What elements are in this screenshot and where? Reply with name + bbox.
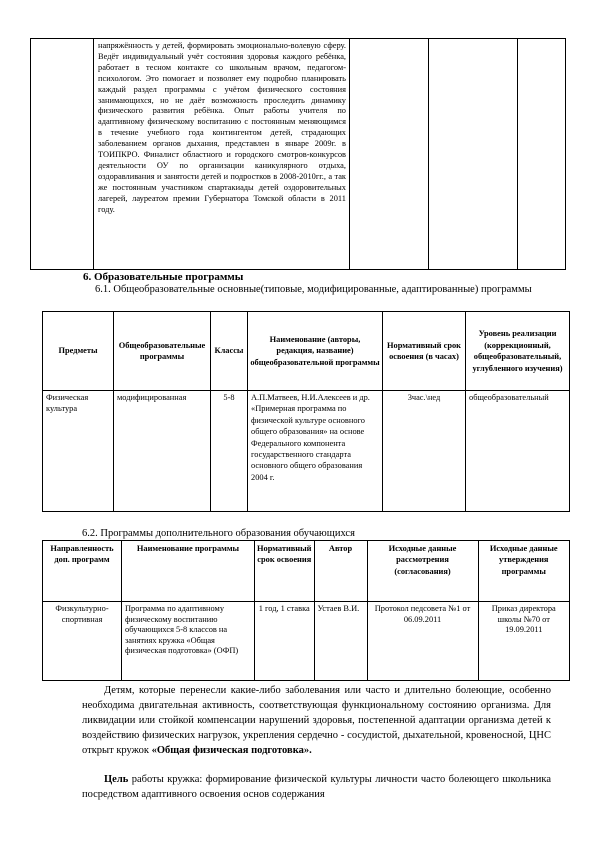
- subsection-6-2: 6.2. Программы дополнительного образования обучающихся: [82, 528, 355, 539]
- body-paragraph-2: [82, 772, 551, 802]
- empty-cell: [350, 39, 429, 270]
- col-header: Предметы: [43, 312, 114, 391]
- general-programs-table: [42, 311, 570, 512]
- cell-program-name: А.П.Матвеев, Н.И.Алексеев и др. «Примерная программа по физической культуре основного общего образования» на основе Федерального компонента государственного стандарта основного общего образования 2004 г.: [248, 391, 383, 512]
- col-header: Наименование программы: [122, 541, 255, 602]
- table-row: [31, 39, 566, 270]
- teacher-description: напряжённость у детей, формировать эмоционально-волевую сферу. Ведёт индивидуальный учёт состояния здоровья каждого ребёнка, работает в тесном контакте со школьным врачом, педагогом-психологом. Это помогает и позволяет ему подробно планировать каждый раздел программы с учётом физического состояния занимающихся, но не даёт возможность проследить динамику физического развития ребёнка. Опыт работы учителя по адаптивному физическому воспитанию с постоянным меняющимся в течение учебного года контингентом детей, страдающих заболеванием органов дыхания, представлен в январе 2009г. в ТОИПКРО. Финалист областного и городского смотров-конкурсов деятельности ОУ по организации каникулярного отдыха, оздоравливания и занятости детей и подростков в 2008-2010гг., а так же постоянным участником спартакиады детей оздоровительных лагерей, лауреатом премии Губернатора Томской области в 2011 году.: [94, 39, 350, 270]
- table-row: [43, 602, 570, 681]
- cell-program-name: Программа по адаптивному физическому воспитанию обучающихся 5-8 классов на занятиях кружка «Общая физическая подготовка» (ОФП): [122, 602, 255, 681]
- cell-review-data: Протокол педсовета №1 от 06.09.2011: [367, 602, 478, 681]
- subsection-6-1: 6.1. Общеобразовательные основные(типовые, модифицированные, адаптированные) программы: [95, 284, 532, 295]
- col-header: Уровень реализации (коррекционный, общеобразовательный, углубленного изучения): [466, 312, 570, 391]
- empty-cell: [518, 39, 566, 270]
- col-header: Классы: [211, 312, 248, 391]
- col-header: Наименование (авторы, редакция, название) общеобразовательной программы: [248, 312, 383, 391]
- paragraph-text: Детям, которые перенесли какие-либо заболевания или часто и длительно болеющие, особенно необходима двигательная активность, соответствующая функциональному состоянию организма. Для ликвидации или стойкой компенсации нарушений здоровья, постепенной адаптации организма детей к воздействию физических нагрузок, укрепления сердечно - сосудистой, дыхательной, кровеносной, ЦНС открыт кружок: [82, 685, 551, 756]
- table-row: [43, 391, 570, 512]
- cell-grades: 5-8: [211, 391, 248, 512]
- paragraph-bold: Цель: [104, 774, 129, 785]
- table-header-row: [43, 541, 570, 602]
- subsection-title: [95, 284, 565, 296]
- col-header: Общеобразовательные программы: [114, 312, 211, 391]
- cell-approval-data: Приказ директора школы №70 от 19.09.2011: [478, 602, 569, 681]
- paragraph-bold: «Общая физическая подготовка».: [151, 745, 312, 756]
- cell-hours: 3час.\нед: [383, 391, 466, 512]
- continuation-table: [30, 38, 566, 270]
- empty-cell: [429, 39, 518, 270]
- cell-duration: 1 год, 1 ставка: [255, 602, 315, 681]
- paragraph-text: работы кружка: формирование физической культуры личности часто болеющего школьника посредством адаптивного освоения основ содержания: [82, 774, 551, 800]
- table-header-row: [43, 312, 570, 391]
- col-header: Нормативный срок освоения (в часах): [383, 312, 466, 391]
- col-header: Исходные данные утверждения программы: [478, 541, 569, 602]
- col-header: Автор: [314, 541, 367, 602]
- additional-programs-table: [42, 540, 570, 681]
- cell-program-type: модифицированная: [114, 391, 211, 512]
- empty-cell: [31, 39, 94, 270]
- cell-author: Устаев В.И.: [314, 602, 367, 681]
- col-header: Исходные данные рассмотрения (согласования): [367, 541, 478, 602]
- body-paragraph-1: [82, 683, 551, 758]
- col-header: Нормативный срок освоения: [255, 541, 315, 602]
- section-title: 6. Образовательные программы: [83, 271, 244, 283]
- cell-direction: Физкультурно-спортивная: [43, 602, 122, 681]
- cell-level: общеобразовательный: [466, 391, 570, 512]
- cell-subject: Физическая культура: [43, 391, 114, 512]
- col-header: Направленность доп. программ: [43, 541, 122, 602]
